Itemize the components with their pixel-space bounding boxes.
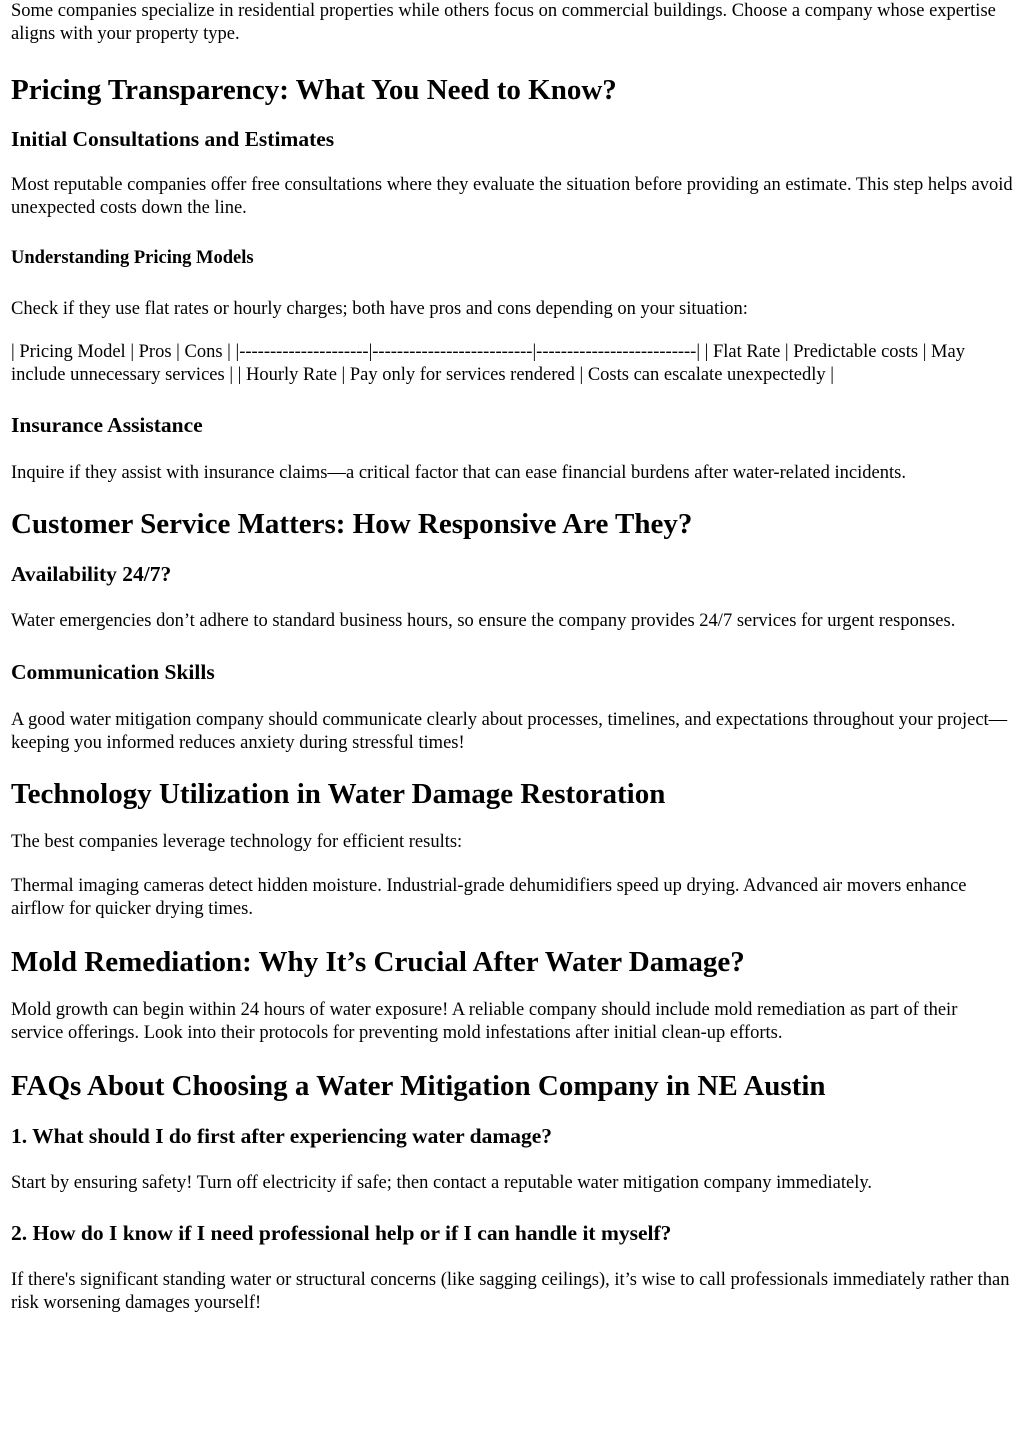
section-heading-faqs: FAQs About Choosing a Water Mitigation Company in NE Austin (11, 1070, 826, 1102)
subheading-availability: Availability 24/7? (11, 562, 172, 586)
subheading-consultations: Initial Consultations and Estimates (11, 127, 335, 151)
subheading-insurance: Insurance Assistance (11, 413, 203, 437)
intro-paragraph: Some companies specialize in residential properties while others focus on commercial buildings. Choose a company whose expertise aligns with your property type. (11, 1, 996, 44)
pricing-table-text: | Pricing Model | Pros | Cons | |---------------------|--------------------------|--------------------------| | Flat Rate | Predictable costs | May include unnecessary services | | Hourly Rate | Pay only for services rendered | Costs can escalate unexpectedly | (11, 342, 965, 385)
mold-paragraph: Mold growth can begin within 24 hours of water exposure! A reliable company should include mold remediation as part of their service offerings. Look into their protocols for preventing mold infestations after initial clean-up efforts. (11, 1000, 958, 1043)
consultations-paragraph: Most reputable companies offer free consultations where they evaluate the situation before providing an estimate. This step helps avoid unexpected costs down the line. (11, 175, 1013, 218)
faq-question: 1. What should I do first after experiencing water damage? (11, 1124, 553, 1148)
technology-lead-paragraph: The best companies leverage technology for efficient results: (11, 832, 463, 852)
subheading-pricing-models: Understanding Pricing Models (11, 248, 254, 268)
insurance-paragraph: Inquire if they assist with insurance claims—a critical factor that can ease financial burdens after water-related incidents. (11, 463, 906, 483)
faq-answer: Start by ensuring safety! Turn off electricity if safe; then contact a reputable water mitigation company immediately. (11, 1173, 873, 1193)
technology-list-paragraph: Thermal imaging cameras detect hidden moisture. Industrial-grade dehumidifiers speed up drying. Advanced air movers enhance airflow for quicker drying times. (11, 876, 967, 919)
subheading-communication: Communication Skills (11, 660, 215, 684)
section-heading-mold: Mold Remediation: Why It’s Crucial After Water Damage? (11, 946, 745, 978)
communication-paragraph: A good water mitigation company should communicate clearly about processes, timelines, and expectations throughout your project—keeping you informed reduces anxiety during stressful times! (11, 710, 1008, 753)
section-heading-technology: Technology Utilization in Water Damage Restoration (11, 778, 666, 810)
section-heading-pricing: Pricing Transparency: What You Need to Know? (11, 74, 617, 106)
availability-paragraph: Water emergencies don’t adhere to standard business hours, so ensure the company provides 24/7 services for urgent responses. (11, 611, 956, 631)
section-heading-customer-service: Customer Service Matters: How Responsive Are They? (11, 508, 693, 540)
faq-question: 2. How do I know if I need professional help or if I can handle it myself? (11, 1221, 672, 1245)
faq-answer: If there's significant standing water or structural concerns (like sagging ceilings), it’s wise to call professionals immediately rather than risk worsening damages yourself! (11, 1270, 1010, 1313)
pricing-models-paragraph: Check if they use flat rates or hourly charges; both have pros and cons depending on your situation: (11, 299, 748, 319)
